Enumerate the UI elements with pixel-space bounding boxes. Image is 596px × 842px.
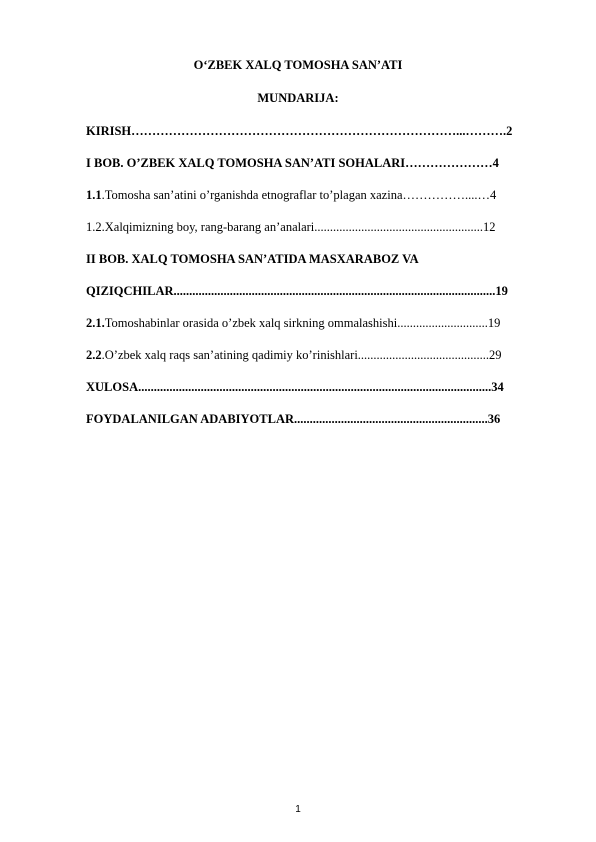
toc-entry-text: .O’zbek xalq raqs san’atining qadimiy ko’rinishlari..........................................29: [101, 348, 502, 362]
toc-entry-text: Tomoshabinlar orasida o’zbek xalq sirkning ommalashishi.............................19: [104, 316, 501, 330]
toc-entry-number: 2.2: [86, 348, 102, 362]
toc-entry-chapter-1: [86, 155, 554, 171]
toc-entry-text: QIZIQCHILAR.......................................................................................................19: [86, 284, 508, 298]
toc-entry-2-1: [86, 315, 552, 331]
toc-entry-text: XULOSA.................................................................................................................34: [86, 380, 504, 394]
toc-entry-text: II BOB. XALQ TOMOSHA SAN’ATIDA MASXARABOZ VA: [86, 252, 419, 266]
toc-entry-chapter-2-line1: [86, 251, 556, 267]
document-title: O‘ZBEK XALQ TOMOSHA SAN’ATI: [193, 58, 403, 72]
toc-entry-text: 1.2.Xalqimizning boy, rang-barang an’analari......................................................12: [86, 220, 496, 234]
toc-entry-text: .Tomosha san’atini o’rganishda etnograflar to’plagan xazina……………....…4: [101, 188, 497, 202]
toc-entry-1-1: [86, 187, 556, 203]
toc-entry-1-2: [86, 219, 556, 235]
toc-entry-chapter-2-line2: [86, 283, 552, 299]
toc-entry-text: I BOB. O’ZBEK XALQ TOMOSHA SAN’ATI SOHALARI…………………4: [86, 156, 499, 170]
toc-entry-number: 1.1: [86, 188, 102, 202]
page-number: 1: [295, 804, 301, 815]
toc-entry-text: KIRISH……………………………………………………………………...……….2: [86, 124, 513, 138]
toc-entry-2-2: [86, 347, 552, 363]
toc-entry-adabiyotlar: [86, 411, 552, 427]
toc-entry-number: 2.1.: [86, 316, 105, 330]
toc-heading: MUNDARIJA:: [257, 91, 339, 105]
toc-entry-kirish: [86, 123, 554, 139]
toc-entry-xulosa: [86, 379, 552, 395]
toc-entry-text: FOYDALANILGAN ADABIYOTLAR..............................................................36: [86, 412, 501, 426]
